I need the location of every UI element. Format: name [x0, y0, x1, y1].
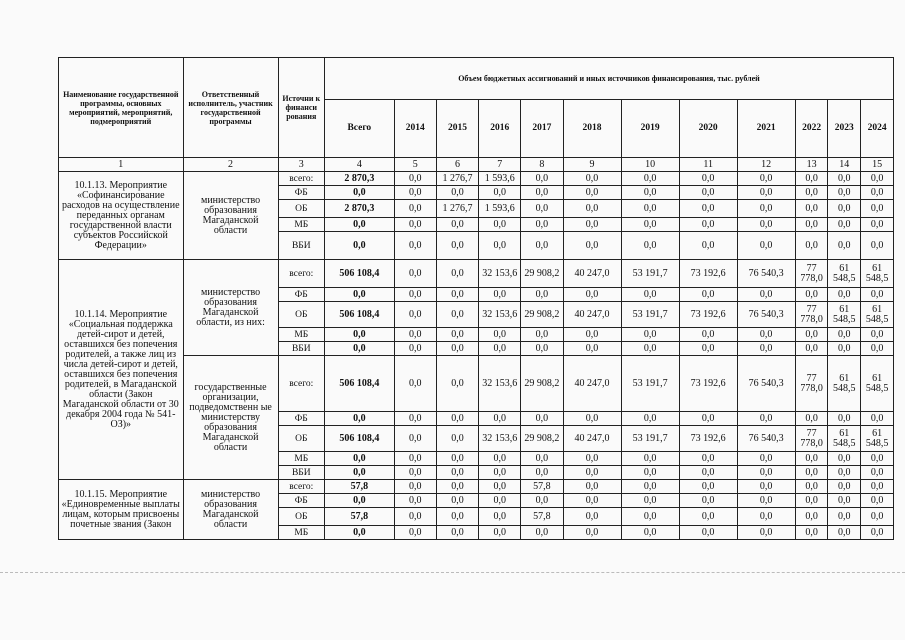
amount-cell: 0,0 [436, 480, 478, 494]
amount-cell: 0,0 [324, 288, 394, 302]
header-year: 2021 [737, 100, 795, 158]
amount-cell: 0,0 [795, 452, 828, 466]
amount-cell: 0,0 [324, 232, 394, 260]
amount-cell: 0,0 [679, 480, 737, 494]
amount-cell: 76 540,3 [737, 426, 795, 452]
amount-cell: 506 108,4 [324, 260, 394, 288]
table-row [59, 260, 894, 288]
amount-cell: 0,0 [795, 232, 828, 260]
amount-cell: 73 192,6 [679, 302, 737, 328]
amount-cell: 0,0 [737, 172, 795, 186]
amount-cell: 0,0 [621, 186, 679, 200]
amount-cell: 0,0 [679, 452, 737, 466]
amount-cell: 0,0 [563, 200, 621, 218]
amount-cell: 0,0 [394, 232, 436, 260]
column-number: 14 [828, 158, 861, 172]
amount-cell: 0,0 [436, 218, 478, 232]
amount-cell: 61 548,5 [861, 260, 894, 288]
amount-cell: 0,0 [394, 426, 436, 452]
amount-cell: 0,0 [795, 508, 828, 526]
amount-cell: 0,0 [795, 412, 828, 426]
amount-cell: 53 191,7 [621, 356, 679, 412]
amount-cell: 32 153,6 [479, 302, 521, 328]
amount-cell: 0,0 [795, 466, 828, 480]
amount-cell: 0,0 [679, 186, 737, 200]
amount-cell: 0,0 [861, 186, 894, 200]
amount-cell: 0,0 [621, 508, 679, 526]
amount-cell: 32 153,6 [479, 356, 521, 412]
amount-cell: 0,0 [737, 328, 795, 342]
amount-cell: 0,0 [621, 328, 679, 342]
amount-cell: 0,0 [563, 186, 621, 200]
header-year: 2018 [563, 100, 621, 158]
amount-cell: 0,0 [737, 508, 795, 526]
amount-cell: 0,0 [621, 342, 679, 356]
amount-cell: 0,0 [679, 200, 737, 218]
funding-source: МБ [278, 526, 324, 540]
amount-cell: 0,0 [394, 218, 436, 232]
amount-cell: 0,0 [436, 342, 478, 356]
amount-cell: 0,0 [436, 452, 478, 466]
table-row [59, 172, 894, 186]
amount-cell: 0,0 [828, 218, 861, 232]
amount-cell: 0,0 [563, 508, 621, 526]
amount-cell: 0,0 [621, 412, 679, 426]
amount-cell: 0,0 [563, 342, 621, 356]
amount-cell: 0,0 [563, 494, 621, 508]
amount-cell: 0,0 [394, 302, 436, 328]
responsible-executor: государственные организации, подведомственн ые министерству образования Магаданской области [183, 356, 278, 480]
amount-cell: 0,0 [521, 172, 563, 186]
amount-cell: 57,8 [324, 508, 394, 526]
amount-cell: 61 548,5 [828, 260, 861, 288]
header-year: 2017 [521, 100, 563, 158]
funding-source: ВБИ [278, 466, 324, 480]
amount-cell: 0,0 [795, 172, 828, 186]
amount-cell: 0,0 [679, 494, 737, 508]
amount-cell: 77 778,0 [795, 260, 828, 288]
column-number: 4 [324, 158, 394, 172]
amount-cell: 0,0 [737, 288, 795, 302]
amount-cell: 0,0 [737, 412, 795, 426]
column-numbers-row [59, 158, 894, 172]
amount-cell: 77 778,0 [795, 302, 828, 328]
column-number: 13 [795, 158, 828, 172]
amount-cell: 73 192,6 [679, 426, 737, 452]
amount-cell: 0,0 [479, 494, 521, 508]
amount-cell: 0,0 [521, 466, 563, 480]
amount-cell: 61 548,5 [828, 302, 861, 328]
amount-cell: 77 778,0 [795, 356, 828, 412]
amount-cell: 0,0 [324, 452, 394, 466]
amount-cell: 32 153,6 [479, 426, 521, 452]
amount-cell: 1 276,7 [436, 200, 478, 218]
amount-cell: 0,0 [621, 526, 679, 540]
amount-cell: 0,0 [795, 186, 828, 200]
amount-cell: 0,0 [563, 288, 621, 302]
amount-cell: 53 191,7 [621, 426, 679, 452]
amount-cell: 40 247,0 [563, 356, 621, 412]
amount-cell: 73 192,6 [679, 356, 737, 412]
program-name: 10.1.15. Мероприятие «Единовременные выплаты лицам, которым присвоены почетные звания (Закон [59, 480, 184, 540]
funding-source: всего: [278, 480, 324, 494]
amount-cell: 0,0 [479, 232, 521, 260]
program-name: 10.1.13. Мероприятие «Софинансирование расходов на осуществление переданных органам государственной власти субъектов Российской Федерации» [59, 172, 184, 260]
amount-cell: 506 108,4 [324, 356, 394, 412]
amount-cell: 0,0 [436, 466, 478, 480]
amount-cell: 0,0 [394, 412, 436, 426]
amount-cell: 0,0 [521, 200, 563, 218]
amount-cell: 29 908,2 [521, 302, 563, 328]
responsible-executor: министерство образования Магаданской области [183, 172, 278, 260]
amount-cell: 0,0 [521, 342, 563, 356]
funding-source: ФБ [278, 288, 324, 302]
amount-cell: 0,0 [621, 200, 679, 218]
amount-cell: 0,0 [479, 526, 521, 540]
funding-source: ФБ [278, 186, 324, 200]
amount-cell: 40 247,0 [563, 260, 621, 288]
funding-source: ВБИ [278, 232, 324, 260]
amount-cell: 0,0 [795, 200, 828, 218]
amount-cell: 0,0 [737, 480, 795, 494]
amount-cell: 0,0 [521, 288, 563, 302]
amount-cell: 0,0 [479, 342, 521, 356]
amount-cell: 0,0 [394, 452, 436, 466]
amount-cell: 0,0 [479, 452, 521, 466]
amount-cell: 0,0 [621, 172, 679, 186]
amount-cell: 0,0 [737, 452, 795, 466]
amount-cell: 0,0 [679, 508, 737, 526]
amount-cell: 0,0 [795, 288, 828, 302]
amount-cell: 76 540,3 [737, 356, 795, 412]
amount-cell: 0,0 [521, 186, 563, 200]
amount-cell: 0,0 [479, 508, 521, 526]
amount-cell: 0,0 [436, 426, 478, 452]
amount-cell: 0,0 [436, 260, 478, 288]
column-number: 1 [59, 158, 184, 172]
column-number: 11 [679, 158, 737, 172]
amount-cell: 0,0 [679, 232, 737, 260]
amount-cell: 1 593,6 [479, 200, 521, 218]
amount-cell: 0,0 [861, 466, 894, 480]
amount-cell: 0,0 [828, 466, 861, 480]
amount-cell: 0,0 [436, 526, 478, 540]
amount-cell: 0,0 [828, 494, 861, 508]
table-row [59, 356, 894, 412]
amount-cell: 0,0 [621, 232, 679, 260]
header-year: 2019 [621, 100, 679, 158]
amount-cell: 0,0 [436, 186, 478, 200]
funding-source: МБ [278, 452, 324, 466]
column-number: 5 [394, 158, 436, 172]
column-number: 3 [278, 158, 324, 172]
amount-cell: 0,0 [828, 526, 861, 540]
funding-source: ВБИ [278, 342, 324, 356]
amount-cell: 0,0 [394, 494, 436, 508]
amount-cell: 0,0 [436, 288, 478, 302]
amount-cell: 0,0 [394, 288, 436, 302]
funding-source: ОБ [278, 200, 324, 218]
amount-cell: 40 247,0 [563, 302, 621, 328]
amount-cell: 0,0 [563, 412, 621, 426]
amount-cell: 0,0 [563, 172, 621, 186]
header-year: 2024 [861, 100, 894, 158]
amount-cell: 0,0 [324, 466, 394, 480]
amount-cell: 0,0 [679, 218, 737, 232]
amount-cell: 0,0 [394, 186, 436, 200]
amount-cell: 0,0 [861, 328, 894, 342]
amount-cell: 0,0 [394, 466, 436, 480]
amount-cell: 0,0 [621, 480, 679, 494]
amount-cell: 0,0 [679, 466, 737, 480]
amount-cell: 0,0 [521, 218, 563, 232]
amount-cell: 0,0 [324, 218, 394, 232]
amount-cell: 0,0 [394, 328, 436, 342]
amount-cell: 0,0 [436, 302, 478, 328]
header-source: Источни к финанси рования [278, 58, 324, 158]
amount-cell: 2 870,3 [324, 200, 394, 218]
amount-cell: 1 593,6 [479, 172, 521, 186]
amount-cell: 0,0 [324, 342, 394, 356]
amount-cell: 0,0 [795, 328, 828, 342]
header-year: 2014 [394, 100, 436, 158]
amount-cell: 0,0 [394, 526, 436, 540]
amount-cell: 0,0 [521, 526, 563, 540]
amount-cell: 506 108,4 [324, 302, 394, 328]
amount-cell: 0,0 [679, 342, 737, 356]
amount-cell: 0,0 [394, 356, 436, 412]
amount-cell: 0,0 [861, 412, 894, 426]
amount-cell: 0,0 [479, 186, 521, 200]
amount-cell: 0,0 [679, 328, 737, 342]
amount-cell: 61 548,5 [828, 426, 861, 452]
amount-cell: 40 247,0 [563, 426, 621, 452]
amount-cell: 29 908,2 [521, 260, 563, 288]
table-body [59, 172, 894, 540]
amount-cell: 0,0 [828, 452, 861, 466]
amount-cell: 0,0 [324, 328, 394, 342]
amount-cell: 0,0 [563, 480, 621, 494]
amount-cell: 0,0 [479, 466, 521, 480]
amount-cell: 0,0 [621, 288, 679, 302]
amount-cell: 0,0 [563, 328, 621, 342]
amount-cell: 0,0 [795, 480, 828, 494]
amount-cell: 0,0 [621, 452, 679, 466]
scan-edge [0, 572, 905, 573]
amount-cell: 0,0 [861, 480, 894, 494]
column-number: 8 [521, 158, 563, 172]
amount-cell: 0,0 [436, 494, 478, 508]
amount-cell: 57,8 [521, 508, 563, 526]
amount-cell: 57,8 [521, 480, 563, 494]
amount-cell: 0,0 [861, 494, 894, 508]
header-year: 2020 [679, 100, 737, 158]
amount-cell: 0,0 [324, 412, 394, 426]
amount-cell: 29 908,2 [521, 426, 563, 452]
header-year: Всего [324, 100, 394, 158]
amount-cell: 0,0 [394, 260, 436, 288]
amount-cell: 0,0 [521, 494, 563, 508]
header-year: 2016 [479, 100, 521, 158]
amount-cell: 0,0 [394, 342, 436, 356]
header-responsible: Ответственный исполнитель, участник государственной программы [183, 58, 278, 158]
amount-cell: 0,0 [737, 342, 795, 356]
amount-cell: 0,0 [621, 218, 679, 232]
amount-cell: 0,0 [521, 412, 563, 426]
amount-cell: 0,0 [563, 232, 621, 260]
amount-cell: 0,0 [861, 342, 894, 356]
funding-source: ОБ [278, 426, 324, 452]
amount-cell: 0,0 [861, 200, 894, 218]
amount-cell: 0,0 [737, 466, 795, 480]
column-number: 15 [861, 158, 894, 172]
amount-cell: 0,0 [436, 412, 478, 426]
amount-cell: 0,0 [795, 526, 828, 540]
budget-table [58, 57, 894, 540]
amount-cell: 0,0 [521, 328, 563, 342]
amount-cell: 0,0 [861, 288, 894, 302]
column-number: 6 [436, 158, 478, 172]
header-year: 2015 [436, 100, 478, 158]
amount-cell: 2 870,3 [324, 172, 394, 186]
amount-cell: 61 548,5 [861, 302, 894, 328]
amount-cell: 0,0 [479, 412, 521, 426]
amount-cell: 61 548,5 [861, 426, 894, 452]
amount-cell: 0,0 [436, 508, 478, 526]
amount-cell: 0,0 [394, 508, 436, 526]
amount-cell: 0,0 [479, 480, 521, 494]
amount-cell: 0,0 [828, 186, 861, 200]
amount-cell: 0,0 [479, 288, 521, 302]
funding-source: ФБ [278, 412, 324, 426]
amount-cell: 0,0 [737, 218, 795, 232]
amount-cell: 0,0 [828, 328, 861, 342]
amount-cell: 61 548,5 [861, 356, 894, 412]
column-number: 10 [621, 158, 679, 172]
amount-cell: 29 908,2 [521, 356, 563, 412]
program-name: 10.1.14. Мероприятие «Социальная поддержка детей-сирот и детей, оставшихся без попечения родителей, а также лиц из числа детей-сирот и детей, оставшихся без попечения родителей, в Магаданской области (Закон Магаданской области от 30 декабря 2004 года № 541-ОЗ)» [59, 260, 184, 480]
column-number: 12 [737, 158, 795, 172]
column-number: 2 [183, 158, 278, 172]
amount-cell: 0,0 [479, 328, 521, 342]
amount-cell: 0,0 [828, 200, 861, 218]
amount-cell: 0,0 [861, 526, 894, 540]
amount-cell: 0,0 [521, 452, 563, 466]
column-number: 9 [563, 158, 621, 172]
amount-cell: 77 778,0 [795, 426, 828, 452]
funding-source: МБ [278, 218, 324, 232]
amount-cell: 32 153,6 [479, 260, 521, 288]
amount-cell: 0,0 [521, 232, 563, 260]
responsible-executor: министерство образования Магаданской области [183, 480, 278, 540]
responsible-executor: министерство образования Магаданской области, из них: [183, 260, 278, 356]
amount-cell: 0,0 [563, 452, 621, 466]
amount-cell: 0,0 [828, 232, 861, 260]
header-year: 2022 [795, 100, 828, 158]
amount-cell: 0,0 [737, 186, 795, 200]
amount-cell: 506 108,4 [324, 426, 394, 452]
amount-cell: 0,0 [394, 480, 436, 494]
amount-cell: 0,0 [679, 288, 737, 302]
amount-cell: 76 540,3 [737, 302, 795, 328]
funding-source: всего: [278, 260, 324, 288]
funding-source: всего: [278, 172, 324, 186]
amount-cell: 0,0 [795, 494, 828, 508]
amount-cell: 76 540,3 [737, 260, 795, 288]
amount-cell: 0,0 [394, 172, 436, 186]
amount-cell: 0,0 [621, 466, 679, 480]
amount-cell: 0,0 [737, 494, 795, 508]
funding-source: всего: [278, 356, 324, 412]
header-year: 2023 [828, 100, 861, 158]
amount-cell: 0,0 [828, 412, 861, 426]
amount-cell: 0,0 [861, 508, 894, 526]
amount-cell: 0,0 [828, 508, 861, 526]
amount-cell: 0,0 [436, 356, 478, 412]
column-number: 7 [479, 158, 521, 172]
amount-cell: 0,0 [436, 328, 478, 342]
amount-cell: 73 192,6 [679, 260, 737, 288]
amount-cell: 0,0 [861, 172, 894, 186]
amount-cell: 0,0 [563, 526, 621, 540]
amount-cell: 0,0 [324, 526, 394, 540]
amount-cell: 0,0 [679, 526, 737, 540]
amount-cell: 0,0 [737, 232, 795, 260]
amount-cell: 0,0 [828, 172, 861, 186]
amount-cell: 61 548,5 [828, 356, 861, 412]
header-name: Наименование государственной программы, основных мероприятий, мероприятий, подмероприятий [59, 58, 184, 158]
amount-cell: 0,0 [324, 494, 394, 508]
header-volume: Объем бюджетных ассигнований и иных источников финансирования, тыс. рублей [324, 58, 893, 100]
amount-cell: 0,0 [324, 186, 394, 200]
amount-cell: 0,0 [436, 232, 478, 260]
amount-cell: 0,0 [828, 288, 861, 302]
funding-source: ОБ [278, 302, 324, 328]
amount-cell: 53 191,7 [621, 260, 679, 288]
amount-cell: 57,8 [324, 480, 394, 494]
amount-cell: 0,0 [679, 412, 737, 426]
amount-cell: 0,0 [679, 172, 737, 186]
funding-source: МБ [278, 328, 324, 342]
amount-cell: 0,0 [795, 342, 828, 356]
amount-cell: 0,0 [737, 200, 795, 218]
amount-cell: 0,0 [861, 232, 894, 260]
funding-source: ФБ [278, 494, 324, 508]
amount-cell: 0,0 [795, 218, 828, 232]
amount-cell: 0,0 [861, 218, 894, 232]
amount-cell: 0,0 [828, 342, 861, 356]
amount-cell: 0,0 [737, 526, 795, 540]
amount-cell: 0,0 [563, 218, 621, 232]
amount-cell: 1 276,7 [436, 172, 478, 186]
funding-source: ОБ [278, 508, 324, 526]
amount-cell: 0,0 [861, 452, 894, 466]
amount-cell: 53 191,7 [621, 302, 679, 328]
amount-cell: 0,0 [621, 494, 679, 508]
amount-cell: 0,0 [563, 466, 621, 480]
amount-cell: 0,0 [394, 200, 436, 218]
table-row [59, 480, 894, 494]
amount-cell: 0,0 [828, 480, 861, 494]
amount-cell: 0,0 [479, 218, 521, 232]
